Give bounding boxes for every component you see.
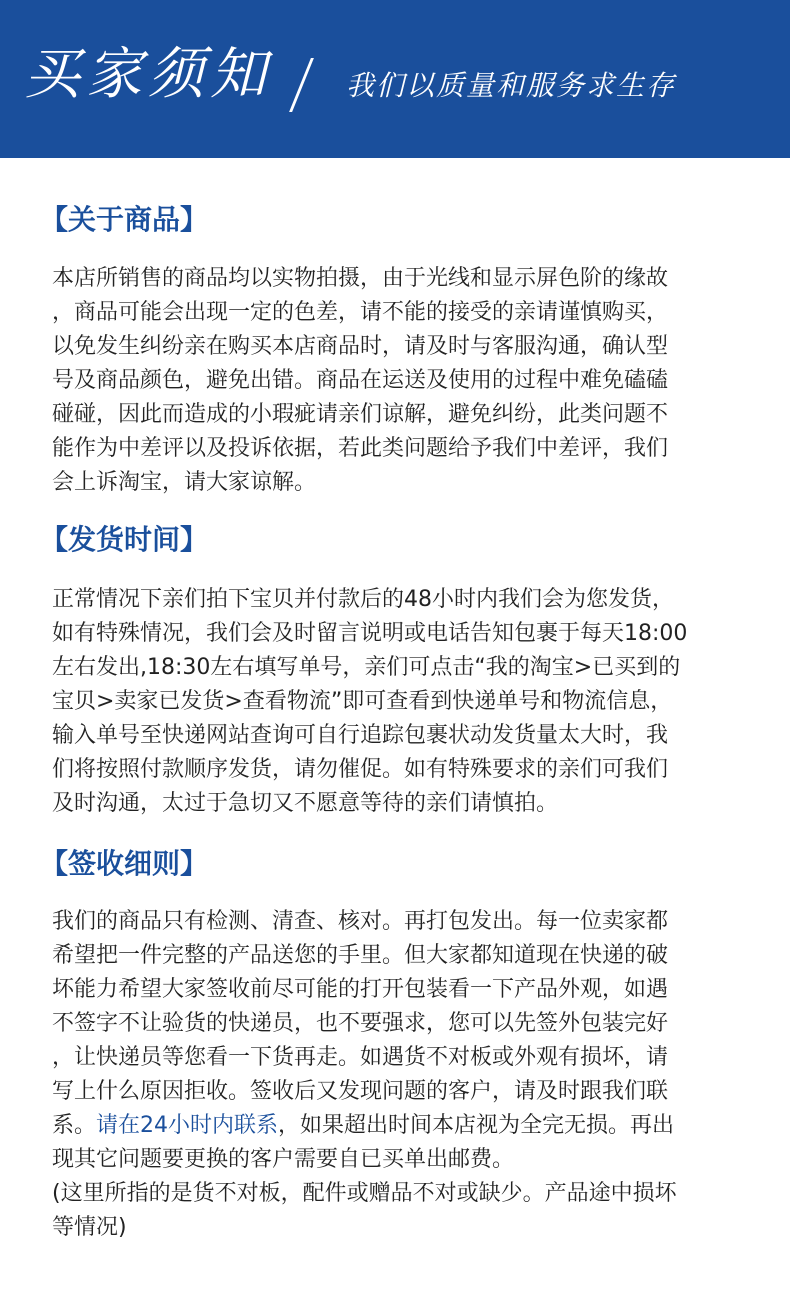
section-heading-shipping: 【发货时间】 <box>40 523 209 556</box>
contact-suffix: ，如果超出时间本店视为全完无损。再出 <box>278 1113 675 1138</box>
signing-line: 写上什么原因拒收。签收后又发现问题的客户，请及时跟我们联 <box>52 1079 669 1104</box>
shipping-line: 宝贝>卖家已发货>查看物流”即可查看到快递单号和物流信息， <box>52 689 673 714</box>
header-banner <box>0 0 790 158</box>
about-line: ，商品可能会出现一定的色差，请不能的接受的亲请谨慎购买， <box>52 300 669 325</box>
about-line: 会上诉淘宝，请大家谅解。 <box>52 470 317 495</box>
shipping-line: 及时沟通，太过于急切又不愿意等待的亲们请慎拍。 <box>52 791 559 816</box>
shipping-line: 如有特殊情况，我们会及时留言说明或电话告知包裹于每天18:00 <box>52 621 688 646</box>
contact-prefix: 系。 <box>52 1113 97 1138</box>
signing-line: 我们的商品只有检测、清查、核对。再打包发出。每一位卖家都 <box>52 909 669 934</box>
shipping-line: 正常情况下亲们拍下宝贝并付款后的48小时内我们会为您发货， <box>52 587 674 612</box>
about-line: 以免发生纠纷亲在购买本店商品时，请及时与客服沟通，确认型 <box>52 334 669 359</box>
about-line: 能作为中差评以及投诉依据，若此类问题给予我们中差评，我们 <box>52 436 669 461</box>
shipping-line: 输入单号至快递网站查询可自行追踪包裹状动发货量太大时，我 <box>52 723 669 748</box>
section-body-shipping <box>52 583 742 821</box>
about-line: 碰碰，因此而造成的小瑕疵请亲们谅解，避免纠纷，此类问题不 <box>52 402 669 427</box>
signing-line: ，让快递员等您看一下货再走。如遇货不对板或外观有损坏，请 <box>52 1045 669 1070</box>
banner-subtitle: 我们以质量和服务求生存 <box>346 69 677 102</box>
signing-line: (这里所指的是货不对板，配件或赠品不对或缺少。产品途中损坏 <box>52 1181 677 1206</box>
signing-line: 现其它问题要更换的客户需要自已买单出邮费。 <box>52 1147 515 1172</box>
contact-deadline-highlight: 请在24小时内联系 <box>96 1113 279 1138</box>
banner-slash-divider <box>289 58 314 112</box>
shipping-line: 们将按照付款顺序发货，请勿催促。如有特殊要求的亲们可我们 <box>52 757 669 782</box>
signing-line: 希望把一件完整的产品送您的手里。但大家都知道现在快递的破 <box>52 943 669 968</box>
signing-line-contact <box>52 1109 742 1143</box>
shipping-line: 左右发出,18:30左右填写单号，亲们可点击“我的淘宝>已买到的 <box>52 655 681 680</box>
signing-line: 不签字不让验货的快递员，也不要强求，您可以先签外包装完好 <box>52 1011 669 1036</box>
section-body-about <box>52 262 742 500</box>
banner-title: 买家须知 <box>24 42 272 107</box>
signing-line: 等情况) <box>52 1215 127 1240</box>
about-line: 本店所销售的商品均以实物拍摄，由于光线和显示屏色阶的缘故 <box>52 266 669 291</box>
section-heading-about: 【关于商品】 <box>40 203 209 236</box>
signing-line: 坏能力希望大家签收前尽可能的打开包装看一下产品外观，如遇 <box>52 977 669 1002</box>
section-body-signing <box>52 905 742 1245</box>
about-line: 号及商品颜色，避免出错。商品在运送及使用的过程中难免磕磕 <box>52 368 669 393</box>
section-heading-signing: 【签收细则】 <box>40 847 209 880</box>
